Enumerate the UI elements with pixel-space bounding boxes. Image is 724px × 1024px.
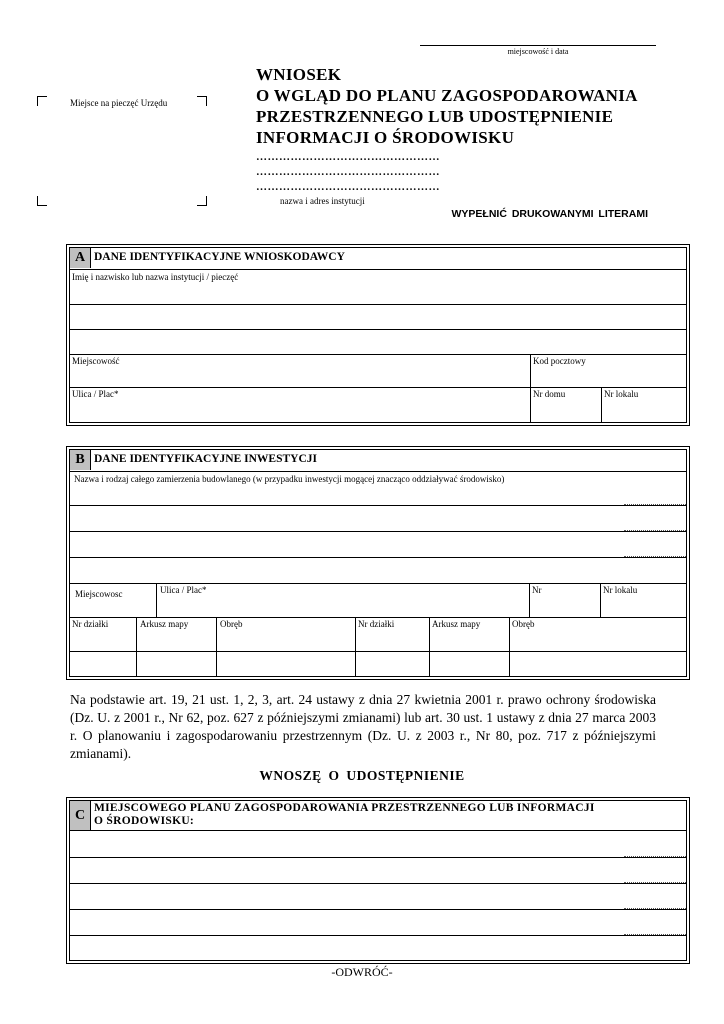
applicant-name-field[interactable] [70, 304, 686, 305]
investment-street-label: Ulica / Plac* [160, 585, 207, 595]
divider [355, 617, 356, 677]
applicant-flat-label: Nr lokalu [604, 389, 639, 399]
divider [70, 471, 686, 472]
section-b [66, 446, 690, 680]
parcel-header-3: Obręb [220, 619, 243, 629]
section-a-letter: A [70, 248, 91, 268]
date-line[interactable] [420, 45, 656, 46]
request-heading: WNOSZĘ O UDOSTĘPNIENIE [259, 768, 465, 783]
institution-label: nazwa i adres instytucji [280, 196, 365, 206]
investment-desc-label: Nazwa i rodzaj całego zamierzenia budowlanego (w przypadku inwestycji mogącej znacząco oddziaływać środowisko) [74, 474, 505, 484]
divider [156, 583, 157, 617]
divider [70, 387, 686, 388]
parcel-header-6: Obręb [512, 619, 535, 629]
divider [70, 269, 686, 270]
section-b-letter: B [70, 450, 91, 470]
divider [429, 617, 430, 677]
request-line-2[interactable] [70, 883, 686, 884]
parcel-header-2: Arkusz mapy [140, 619, 189, 629]
title-line-4: INFORMACJI O ŚRODOWISKU [256, 128, 515, 147]
section-c-title [94, 802, 595, 828]
turn-over-note: -ODWRÓĆ- [331, 965, 393, 979]
stamp-corner-bottom-left [37, 196, 47, 206]
section-b-title: DANE IDENTYFIKACYJNE INWESTYCJI [94, 453, 318, 465]
section-b-frame [69, 449, 687, 677]
section-c-frame [69, 800, 687, 961]
applicant-house-label: Nr domu [533, 389, 566, 399]
title-line-3: PRZESTRZENNEGO LUB UDOSTĘPNIENIE [256, 107, 614, 126]
stamp-corner-bottom-right [197, 196, 207, 206]
legal-basis-text: Na podstawie art. 19, 21 ust. 1, 2, 3, art. 24 ustawy z dnia 27 kwietnia 2001 r. prawo ochrony środowiska (Dz. U. z 2001 r., Nr 62, poz. 627 z późniejszymi zmianami) lub art. 30 ust. 1 ustawy z dnia 27 marca 2003 r. O planowaniu i zagospodarowaniu przestrzennym (Dz. U. z 2003 r., Nr 80, poz. 717 z późniejszymi zmianami). [70, 692, 656, 761]
investment-desc-line-2[interactable] [70, 531, 686, 532]
section-c-title-line-1: MIEJSCOWEGO PLANU ZAGOSPODAROWANIA PRZESTRZENNEGO LUB INFORMACJI [94, 802, 595, 814]
applicant-postal-label: Kod pocztowy [533, 356, 586, 366]
applicant-street-label: Ulica / Plac* [72, 389, 119, 399]
institution-dots-1[interactable]: ………………………………………… [256, 151, 440, 163]
divider [70, 354, 686, 355]
divider [530, 354, 531, 422]
section-a-title: DANE IDENTYFIKACYJNE WNIOSKODAWCY [94, 251, 345, 263]
investment-desc-line-3[interactable] [70, 557, 686, 558]
stamp-corner-top-right [197, 96, 207, 106]
section-c-letter: C [70, 801, 91, 831]
institution-dots-2[interactable]: ………………………………………… [256, 166, 440, 178]
request-line-1[interactable] [70, 857, 686, 858]
divider [136, 617, 137, 677]
divider [216, 617, 217, 677]
title-line-1: WNIOSEK [256, 65, 342, 84]
section-a-frame [69, 247, 687, 423]
divider [70, 583, 686, 584]
title-line-2: O WGLĄD DO PLANU ZAGOSPODAROWANIA [256, 86, 638, 105]
divider [70, 617, 686, 618]
parcel-header-4: Nr działki [358, 619, 395, 629]
fill-instruction: WYPEŁNIĆ DRUKOWANYMI LITERAMI [451, 208, 648, 220]
stamp-label: Miejsce na pieczęć Urzędu [70, 98, 168, 108]
applicant-name-label: Imię i nazwisko lub nazwa instytucji / pieczęć [72, 272, 239, 282]
request-line-4[interactable] [70, 935, 686, 936]
parcel-header-1: Nr działki [72, 619, 109, 629]
investment-nr-label: Nr [532, 585, 542, 595]
stamp-corner-top-left [37, 96, 47, 106]
parcel-header-5: Arkusz mapy [432, 619, 481, 629]
form-title [256, 64, 638, 148]
investment-flat-label: Nr lokalu [603, 585, 638, 595]
section-c-title-line-2: O ŚRODOWISKU: [94, 815, 195, 827]
request-line-3[interactable] [70, 909, 686, 910]
divider [601, 387, 602, 422]
parcel-row[interactable] [70, 651, 686, 652]
applicant-city-label: Miejscowość [72, 356, 120, 366]
date-label: miejscowość i data [507, 47, 569, 56]
investment-desc-line-1[interactable] [70, 505, 686, 506]
investment-city-label: Miejscowosc [75, 589, 123, 599]
applicant-name-field-2[interactable] [70, 329, 686, 330]
section-a [66, 244, 690, 426]
divider [70, 830, 686, 831]
divider [509, 617, 510, 677]
divider [529, 583, 530, 617]
institution-dots-3[interactable]: ………………………………………… [256, 181, 440, 193]
divider [600, 583, 601, 617]
section-c [66, 797, 690, 964]
